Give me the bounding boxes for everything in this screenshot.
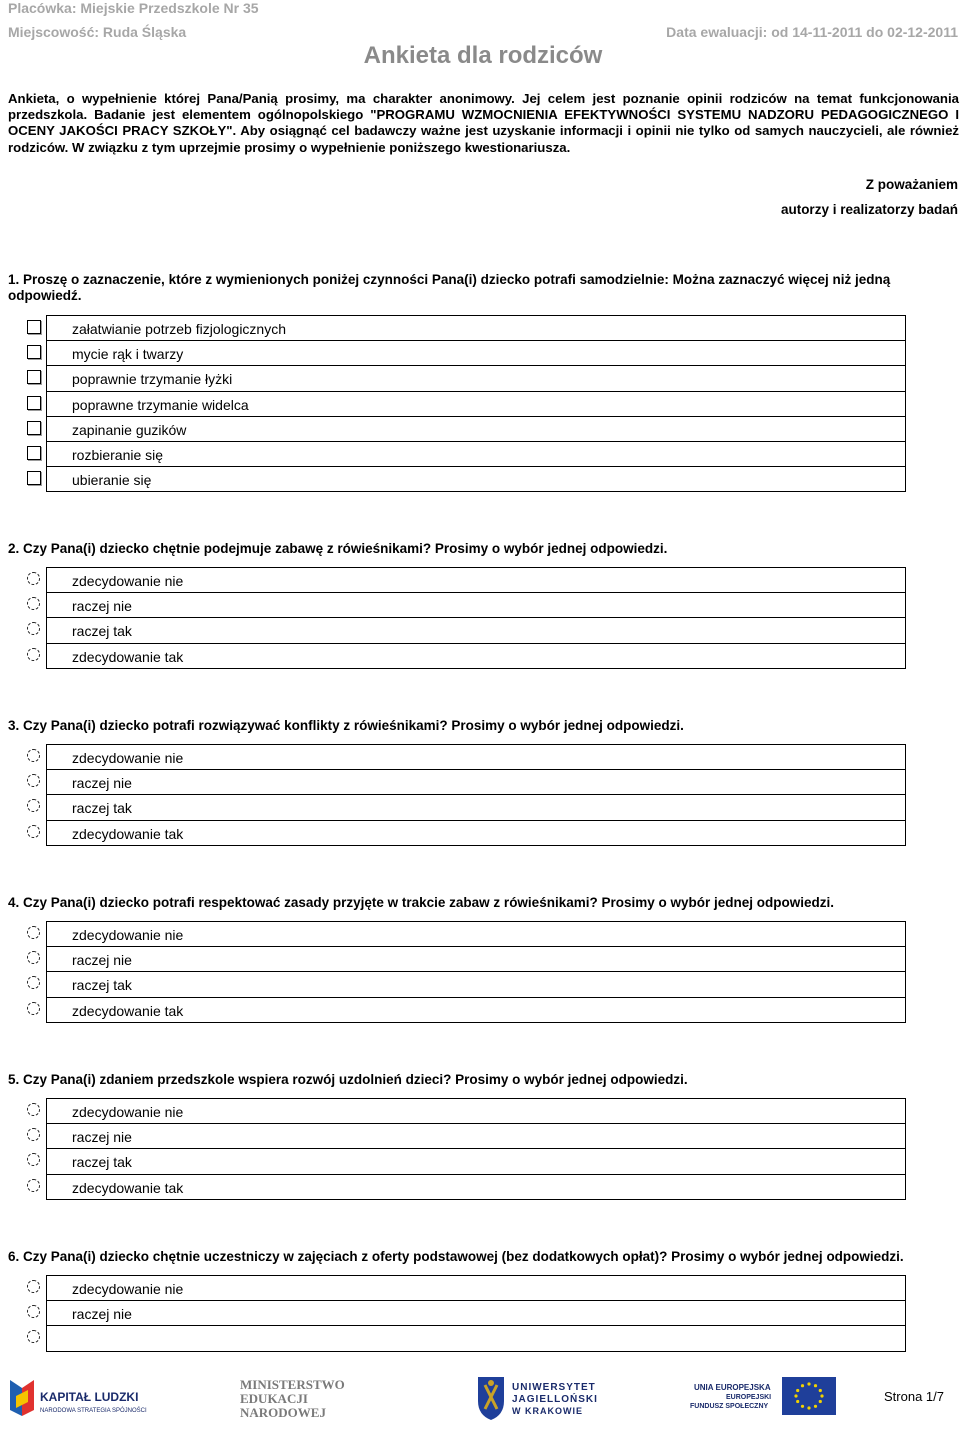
radio-option[interactable] [26,1275,906,1300]
radio-button[interactable] [27,749,40,762]
checkbox-option[interactable] [26,315,906,340]
radio-option[interactable] [26,946,906,971]
option-cell [46,1325,906,1351]
option-cell [46,820,906,846]
men-logo: MINISTERSTWO EDUKACJI NARODOWEJ [240,1377,345,1420]
town-label: Miejscowość: Ruda Śląska [8,24,187,40]
option-cell [46,1123,906,1149]
radio-button[interactable] [27,1280,40,1293]
option-cell [46,340,906,366]
radio-option[interactable] [26,921,906,946]
checkbox[interactable] [27,396,41,410]
option-label: zdecydowanie nie [72,1104,184,1120]
eu-flag-icon [782,1377,836,1415]
option-label: ubieranie się [72,472,152,489]
option-label: zdecydowanie tak [72,648,184,665]
option-label: zdecydowanie tak [72,1002,184,1019]
option-label: zdecydowanie nie [72,750,184,766]
intro-text: Ankieta, o wypełnienie której Pana/Panią prosimy, ma charakter anonimowy. Jej celem jest poznanie opinii rodziców na temat funkcjonowania przedszkola. Badanie jest elementem ogólnopolskiego "PROGRAMU WZMOCNIENIA EFEKTYWNOŚCI SYSTEMU NADZORU PEDAGOGICZNEGO I OCENY JAKOŚCI PRACY SZKOŁY". Aby osiągnąć cel badawczy ważne jest uzyskanie informacji i opinii nie tylko od samych nauczycieli, ale również rodziców. W związku z tym uprzejmie prosimy o wypełnienie poniższego kwestionariusza. [8,91,959,155]
checkbox[interactable] [27,421,41,435]
option-label: raczej nie [72,598,132,615]
kapital-ludzki-logo: KAPITAŁ LUDZKI NARODOWA STRATEGIA SPÓJNOŚCI [8,1374,158,1422]
radio-option[interactable] [26,997,906,1022]
option-label: raczej tak [72,800,132,817]
radio-option[interactable] [26,592,906,617]
radio-button[interactable] [27,825,40,838]
radio-button[interactable] [27,1305,40,1318]
option-cell [46,1275,906,1301]
question-6-text: 6. Czy Pana(i) dziecko chętnie uczestniczy w zajęciach z oferty podstawowej (bez dodatkowych opłat)? Prosimy o wybór jednej odpowiedzi. [8,1249,904,1264]
option-cell [46,971,906,997]
radio-button[interactable] [27,976,40,989]
radio-option[interactable] [26,820,906,845]
checkbox[interactable] [27,446,41,460]
radio-button[interactable] [27,1179,40,1192]
radio-button[interactable] [27,1330,40,1343]
radio-button[interactable] [27,572,40,585]
option-cell [46,769,906,795]
option-label: raczej tak [72,1154,132,1171]
eu-logo: UNIA EUROPEJSKA EUROPEJSKI FUNDUSZ SPOŁECZNY [690,1374,840,1422]
radio-button[interactable] [27,951,40,964]
signoff-authors: autorzy i realizatorzy badań [780,202,958,217]
question-3-text: 3. Czy Pana(i) dziecko potrafi rozwiązywać konflikty z rówieśnikami? Prosimy o wybór jednej odpowiedzi. [8,718,684,733]
radio-option[interactable] [26,1174,906,1199]
question-1-options [26,315,906,491]
checkbox-option[interactable] [26,391,906,416]
option-cell [46,617,906,643]
checkbox-option[interactable] [26,365,906,390]
question-4-options [26,921,906,1022]
question-1-text: 1. Proszę o zaznaczenie, które z wymienionych poniżej czynności Pana(i) dziecko potrafi samodzielnie: Można zaznaczyć więcej niż jedną odpowiedź. [8,272,891,303]
option-cell [46,416,906,442]
option-label: zdecydowanie nie [72,1281,184,1297]
option-label: zapinanie guzików [72,421,187,438]
option-label: raczej tak [72,977,132,994]
uj-logo: UNIWERSYTET JAGIELLOŃSKI W KRAKOWIE [476,1374,606,1422]
option-label: raczej tak [72,623,132,640]
radio-button[interactable] [27,1103,40,1116]
option-label: raczej nie [72,775,132,792]
option-cell [46,921,906,947]
radio-option[interactable] [26,1300,906,1325]
option-label: zdecydowanie nie [72,927,184,943]
option-cell [46,1300,906,1326]
question-2-text: 2. Czy Pana(i) dziecko chętnie podejmuje zabawę z rówieśnikami? Prosimy o wybór jednej odpowiedzi. [8,541,668,556]
option-cell [46,466,906,492]
radio-button[interactable] [27,622,40,635]
question-5-text: 5. Czy Pana(i) zdaniem przedszkole wspiera rozwój uzdolnień dzieci? Prosimy o wybór jednej odpowiedzi. [8,1072,688,1087]
checkbox-option[interactable] [26,466,906,491]
kapital-ludzki-emblem-icon [8,1376,36,1420]
option-cell [46,391,906,417]
radio-option[interactable] [26,617,906,642]
option-label: raczej nie [72,1306,132,1323]
radio-button[interactable] [27,774,40,787]
option-label: zdecydowanie tak [72,1179,184,1196]
checkbox-option[interactable] [26,340,906,365]
page-number: Strona 1/7 [884,1389,944,1404]
evaluation-dates: Data ewaluacji: od 14-11-2011 do 02-12-2011 [666,24,958,40]
option-cell [46,567,906,593]
option-cell [46,1174,906,1200]
radio-button[interactable] [27,1002,40,1015]
signoff-regards: Z poważaniem [865,177,958,192]
radio-option[interactable] [26,1325,906,1350]
option-label: zdecydowanie nie [72,573,184,589]
option-label: raczej nie [72,952,132,969]
radio-option[interactable] [26,567,906,592]
checkbox[interactable] [27,345,41,359]
radio-option[interactable] [26,769,906,794]
option-cell [46,365,906,391]
radio-option[interactable] [26,971,906,996]
checkbox[interactable] [27,320,41,334]
question-2-options [26,567,906,668]
radio-button[interactable] [27,597,40,610]
radio-button[interactable] [27,799,40,812]
question-4-text: 4. Czy Pana(i) dziecko potrafi respektować zasady przyjęte w trakcie zabaw z rówieśnikami? Prosimy o wybór jednej odpowiedzi. [8,895,834,910]
option-label: zdecydowanie tak [72,825,184,842]
checkbox-option[interactable] [26,416,906,441]
question-5-options [26,1098,906,1199]
option-label: mycie rąk i twarzy [72,346,184,363]
question-3-options [26,744,906,845]
option-cell [46,1098,906,1124]
radio-button[interactable] [27,1153,40,1166]
radio-button[interactable] [27,1128,40,1141]
radio-button[interactable] [27,926,40,939]
option-cell [46,946,906,972]
radio-button[interactable] [27,648,40,661]
option-label: raczej nie [72,1129,132,1146]
option-cell [46,1148,906,1174]
radio-option[interactable] [26,794,906,819]
radio-option[interactable] [26,1148,906,1173]
option-label: poprawnie trzymanie łyżki [72,371,233,388]
checkbox[interactable] [27,370,41,384]
checkbox-option[interactable] [26,441,906,466]
option-cell [46,441,906,467]
option-label: rozbieranie się [72,446,164,463]
facility-label: Placówka: Miejskie Przedszkole Nr 35 [8,0,259,16]
radio-option[interactable] [26,1098,906,1123]
option-label: załatwianie potrzeb fizjologicznych [72,321,286,337]
option-cell [46,794,906,820]
radio-option[interactable] [26,1123,906,1148]
page-title: Ankieta dla rodziców [363,42,603,69]
radio-option[interactable] [26,744,906,769]
option-cell [46,643,906,669]
question-6-options [26,1275,906,1351]
option-label: poprawne trzymanie widelca [72,396,249,413]
option-cell [46,592,906,618]
radio-option[interactable] [26,643,906,668]
option-cell [46,744,906,770]
checkbox[interactable] [27,471,41,485]
option-cell [46,997,906,1023]
uj-crest-icon [476,1375,506,1421]
option-cell [46,315,906,341]
